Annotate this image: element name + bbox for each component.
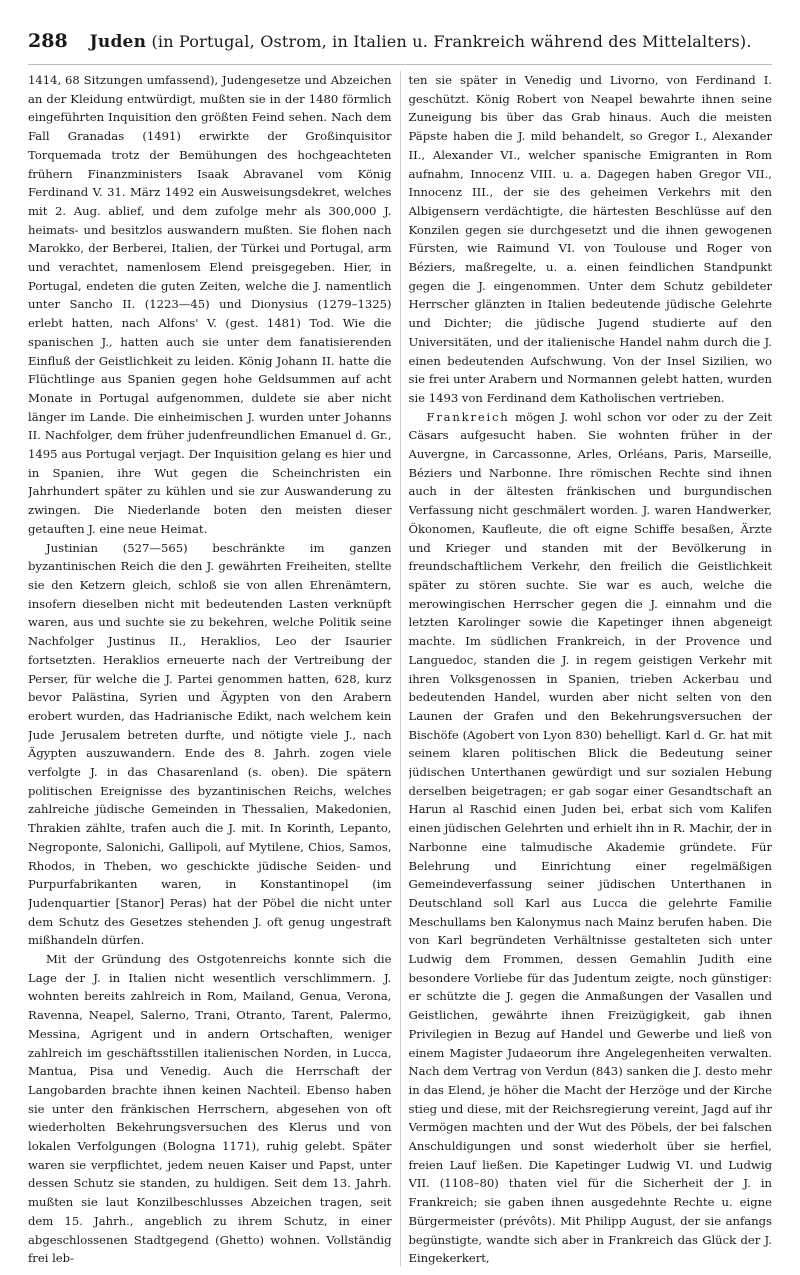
- paragraph-text: Mit der Gründung des Ostgotenreichs konnte sich die Lage der J. in Italien nicht wesentlich verschlimmern. J. wohnten bereits zahlreich in Rom, Mailand, Genua, Verona, Ravenna, Neapel, Salerno, Trani, Otranto, Tarent, Palermo, Messina, Agrigent und in andern Ortschaften, weniger zahlreich im geschäftsstillen italienischen Norden, in Lucca, Mantua, Pisa und Venedig. Auch die Herrschaft der Langobarden brachte ihnen keinen Nachteil. Ebenso haben sie unter den fränkischen Herrschern, abgesehen von oft wiederholten Bekehrungsversuchen des Klerus und von lokalen Verfolgungen (Bologna 1171), ruhig gelebt. Später waren sie verpflichtet, jedem neuen Kaiser und Papst, unter dessen Schutz sie standen, zu huldigen. Seit dem 13. Jahrh. mußten sie laut Konzilbeschlusses Abzeichen tragen, seit dem 15. Jahrh., angeblich zu ihrem Schutz, in einer abgeschlossenen Stadtgegend (Ghetto) wohnen. Vollständig frei leb-: [28, 952, 392, 1266]
- column-divider: [400, 71, 401, 1266]
- running-head-title: Juden: [89, 32, 147, 52]
- paragraph: [409, 71, 773, 408]
- section-keyword: Frankreich: [426, 409, 510, 424]
- running-header: [28, 30, 772, 65]
- text-columns: [28, 71, 772, 1266]
- paragraph-text: Justinian (527—565) beschränkte im ganzen byzantinischen Reich die den J. gewährten Freiheiten, stellte sie den Ketzern gleich, schloß sie von allen Ehrenämtern, insofern dieselben nicht mit bedeutenden Lasten verknüpft waren, aus und suchte sie zu bekehren, welche Politik seine Nachfolger Justinus II., Heraklios, Leo der Isaurier fortsetzten. Heraklios erneuerte nach der Vertreibung der Perser, für welche die J. Partei genommen hatten, 628, kurz bevor Palästina, Syrien und Ägypten von den Arabern erobert wurden, das Hadrianische Edikt, nach welchem kein Jude Jerusalem betreten durfte, und nötigte viele J., nach Ägypten auszuwandern. Ende des 8. Jahrh. zogen viele verfolgte J. in das Chasarenland (s. oben). Die spätern politischen Ereignisse des byzantinischen Reichs, welches zahlreiche jüdische Gemeinden in Thessalien, Makedonien, Thrakien zählte, trafen auch die J. mit. In Korinth, Lepanto, Negroponte, Salonichi, Gallipoli, auf Mytilene, Chios, Samos, Rhodos, in Theben, wo geschickte jüdische Seiden- und Purpurfabrikanten waren, in Konstantinopel (im Judenquartier [Stanor] Peras) hat der Pöbel die nicht unter dem Schutz des Gesetzes stehenden J. oft genug ungestraft mißhandeln dürfen.: [28, 540, 392, 948]
- paragraph: [28, 71, 392, 539]
- running-head-subtitle: (in Portugal, Ostrom, in Italien u. Frankreich während des Mittelalters).: [151, 32, 752, 51]
- paragraph-text: 1414, 68 Sitzungen umfassend), Judengesetze und Abzeichen an der Kleidung entwürdigt, mußten sie in der 1480 förmlich eingeführten Inquisition den größten Feind sehen. Nach dem Fall Granadas (1491) erwirkte der Großinquisitor Torquemada trotz der Bemühungen des hochgeachteten frühern Finanzministers Isaak Abravanel vom König Ferdinand V. 31. März 1492 ein Ausweisungsdekret, welches mit 2. Aug. ablief, und dem zufolge mehr als 300,000 J. heimats- und besitzlos auswandern mußten. Sie flohen nach Marokko, der Berberei, Italien, der Türkei und Portugal, arm und verachtet, namenlosem Elend preisgegeben. Hier, in Portugal, endeten die guten Zeiten, welche die J. namentlich unter Sancho II. (1223—45) und Dionysius (1279–1325) erlebt hatten, nach Alfons' V. (gest. 1481) Tod. Wie die spanischen J., hatten auch sie unter dem fanatisierenden Einfluß der Geistlichkeit zu leiden. König Johann II. hatte die Flüchtlinge aus Spanien gegen hohe Geldsummen auf acht Monate in Portugal aufgenommen, duldete sie aber nicht länger im Lande. Die einheimischen J. wurden unter Johanns II. Nachfolger, dem früher judenfreundlichen Emanuel d. Gr., 1495 aus Portugal verjagt. Der Inquisition gelang es hier und in Spanien, ihre Wut gegen die Scheinchristen ein Jahrhundert später zu kühlen und sie zur Auswanderung zu zwingen. Die Niederlande boten den meisten dieser getauften J. eine neue Heimat.: [28, 73, 392, 536]
- left-column: [28, 71, 392, 1266]
- paragraph: [28, 950, 392, 1266]
- paragraph-text: ten sie später in Venedig und Livorno, von Ferdinand I. geschützt. König Robert von Neapel bewahrte ihnen seine Zuneigung bis über das Grab hinaus. Auch die meisten Päpste haben die J. mild behandelt, so Gregor I., Alexander II., Alexander VI., welcher spanische Emigranten in Rom aufnahm, Innocenz VIII. u. a. Dagegen haben Gregor VII., Innocenz III., der sie des geheimen Verkehrs mit den Albigensern verdächtigte, die härtesten Beschlüsse auf den Konzilen gegen sie durchgesetzt und die ihnen gewogenen Fürsten, wie Raimund VI. von Toulouse und Roger von Béziers, maßregelte, u. a. einen feindlichen Standpunkt gegen die J. eingenommen. Unter dem Schutz gebildeter Herrscher glänzten in Italien bedeutende jüdische Gelehrte und Dichter; die jüdische Jugend studierte auf den Universitäten, und der italienische Handel nahm durch die J. einen bedeutenden Aufschwung. Von der Insel Sizilien, wo sie frei unter Arabern und Normannen gelebt hatten, wurden sie 1493 von Ferdinand dem Katholischen vertrieben.: [408, 73, 772, 405]
- paragraph-text: mögen J. wohl schon vor oder zu der Zeit Cäsars aufgesucht haben. Sie wohnten früher in der Auvergne, in Carcassonne, Arles, Orléans, Paris, Marseille, Béziers und Narbonne. Ihre römischen Rechte sind ihnen auch in der ältesten fränkischen und burgundischen Verfassung nicht geschmälert worden. J. waren Handwerker, Ökonomen, Kaufleute, die oft eigne Schiffe besaßen, Ärzte und Krieger und standen mit der Bevölkerung in freundschaftlichem Verkehr, den freilich die Geistlichkeit später zu stören suchte. Sie war es auch, welche die merowingischen Herrscher gegen die J. einnahm und die letzten Karolinger sowie die Kapetinger ihnen abgeneigt machte. Im südlichen Frankreich, in der Provence und Languedoc, standen die J. in regem geistigen Verkehr mit ihren Volksgenossen in Spanien, trieben Ackerbau und bedeutenden Handel, wurden aber nicht selten von den Launen der Grafen und den Bekehrungsversuchen der Bischöfe (Agobert von Lyon 830) behelligt. Karl d. Gr. hat mit seinem klaren politischen Blick die Bedeutung seiner jüdischen Unterthanen gewürdigt und sur sozialen Hebung derselben beigetragen; er gab sogar einer Gesandtschaft an Harun al Raschid einen Juden bei, erbat sich vom Kalifen einen jüdischen Gelehrten und erhielt ihn in R. Machir, der in Narbonne eine talmudische Akademie gründete. Für Belehrung und Einrichtung einer regelmäßigen Gemeindeverfassung seiner jüdischen Unterthanen in Deutschland soll Karl aus Lucca die gelehrte Familie Meschullams ben Kalonymus nach Mainz berufen haben. Die von Karl begründeten Verhältnisse gestalteten sich unter Ludwig dem Frommen, dessen Gemahlin Judith eine besondere Vorliebe für das Judentum zeigte, noch günstiger: er schützte die J. gegen die Anmaßungen der Vasallen und Geistlichen, gewährte ihnen Freizügigkeit, gab ihnen Privilegien in Bezug auf Handel und Gewerbe und ließ von einem Magister Judaeorum ihre Angelegenheiten verwalten. Nach dem Vertrag von Verdun (843) sanken die J. desto mehr in das Elend, je höher die Macht der Herzöge und der Kirche stieg und diese, mit der Reichsregierung vereint, Jagd auf ihr Vermögen machten und der Wut des Pöbels, der bei falschen Anschuldigungen und sonst wiederholt über sie herfiel, freien Lauf ließen. Die Kapetinger Ludwig VI. und Ludwig VII. (1108–80) thaten viel für die Sicherheit der J. in Frankreich; sie gaben ihnen ausgedehnte Rechte u. eigne Bürgermeister (prévôts). Mit Philipp August, der sie anfangs begünstigte, wandte sich aber in Frankreich das Glück der J. Eingekerkert,: [408, 409, 772, 1266]
- paragraph: [28, 539, 392, 950]
- right-column: [409, 71, 773, 1266]
- paragraph: [409, 408, 773, 1266]
- running-head: [90, 32, 752, 52]
- page-number: 288: [28, 30, 68, 52]
